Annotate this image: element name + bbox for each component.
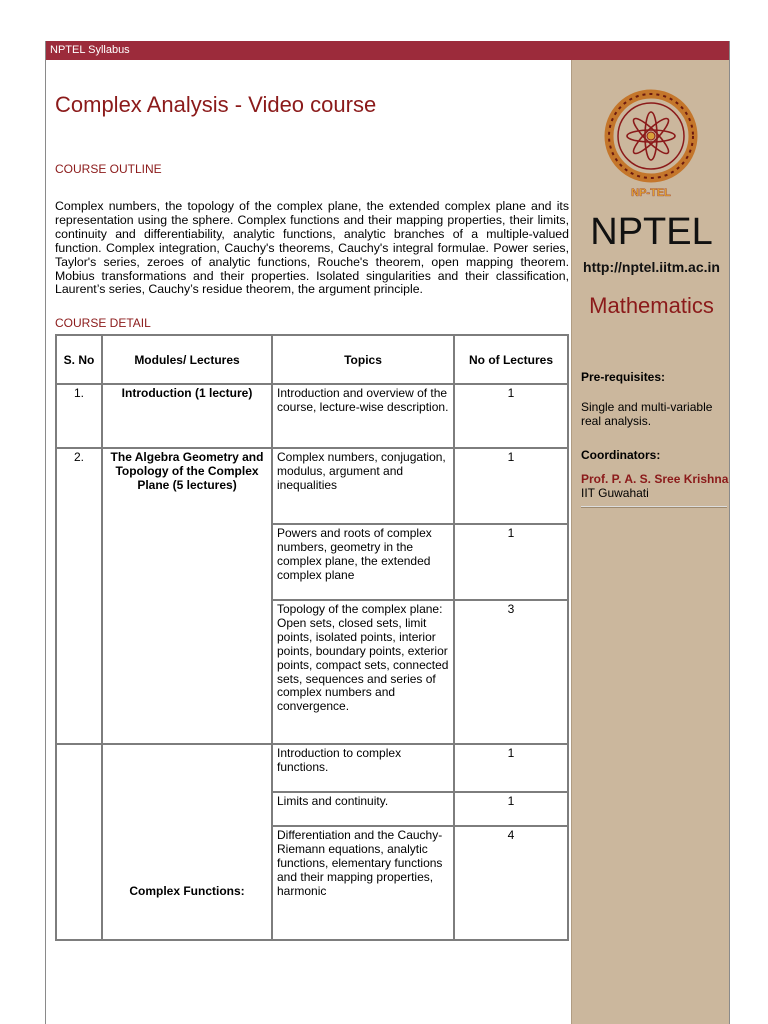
row-count: 1 — [454, 524, 568, 600]
nptel-logo-icon — [596, 86, 706, 200]
row-count: 1 — [454, 448, 568, 524]
nptel-url-link[interactable]: http://nptel.iitm.ac.in — [583, 259, 720, 275]
prereq-text: Single and multi-variable real analysis. — [581, 400, 713, 428]
row-count: 3 — [454, 600, 568, 744]
coordinators-heading: Coordinators: — [581, 448, 661, 462]
divider — [581, 506, 727, 508]
brand-name: NPTEL — [590, 211, 713, 253]
row-module: Introduction (1 lecture) — [102, 384, 272, 448]
header-sno: S. No — [56, 335, 102, 384]
coordinator-name-link[interactable]: Prof. P. A. S. Sree Krishna — [581, 472, 729, 486]
page-title: Complex Analysis - Video course — [55, 92, 377, 117]
table-header-row — [56, 335, 568, 384]
row-count: 4 — [454, 826, 568, 940]
sidebar — [571, 60, 730, 1024]
row-sno: 2. — [56, 448, 102, 744]
row-count: 1 — [454, 384, 568, 448]
table-row — [56, 744, 568, 792]
coordinator-institute: IIT Guwahati — [581, 486, 649, 500]
course-outline-text: Complex numbers, the topology of the complex plane, the extended complex plane and its representation using the sphere. Complex functions and their mapping properties, their limits, continuity and differentiability, analytic functions, analytic branches of a multiple-valued function. Complex integration, Cauchy's theorems, Cauchy's integral formulae. Power series, Taylor's series, zeroes of analytic functions, Rouche's theorem, open mapping theorem. Mobius transformations and their properties. Isolated singularities and their classification, Laurent’s series, Cauchy’s residue theorem, the argument principle. — [55, 199, 569, 297]
row-count: 1 — [454, 792, 568, 826]
row-topic: Differentiation and the Cauchy-Riemann equations, analytic functions, elementary functions and their mapping properties, harmonic — [272, 826, 454, 940]
row-topic: Complex numbers, conjugation, modulus, argument and inequalities — [272, 448, 454, 524]
table-row — [56, 448, 568, 524]
subject-name: Mathematics — [589, 293, 714, 318]
logo-text: NP-TEL — [631, 187, 671, 199]
page-frame — [45, 41, 730, 1024]
table-row — [56, 384, 568, 448]
course-info — [581, 370, 729, 508]
row-topic: Powers and roots of complex numbers, geometry in the complex plane, the extended complex plane — [272, 524, 454, 600]
prereq-heading: Pre-requisites: — [581, 370, 666, 384]
row-topic: Topology of the complex plane: Open sets, closed sets, limit points, isolated points, interior points, boundary points, exterior points, compact sets, connected sets, sequences and series of complex numbers and convergence. — [272, 600, 454, 744]
row-topic: Limits and continuity. — [272, 792, 454, 826]
row-topic: Introduction and overview of the course, lecture-wise description. — [272, 384, 454, 448]
row-sno — [56, 744, 102, 940]
course-detail-table — [55, 334, 569, 941]
top-bar — [46, 41, 729, 60]
row-sno: 1. — [56, 384, 102, 448]
header-lectures: No of Lectures — [454, 335, 568, 384]
main-content — [46, 60, 571, 1024]
course-outline-heading: COURSE OUTLINE — [55, 162, 162, 176]
row-topic: Introduction to complex functions. — [272, 744, 454, 792]
row-count: 1 — [454, 744, 568, 792]
row-module: The Algebra Geometry and Topology of the Complex Plane (5 lectures) — [102, 448, 272, 744]
course-detail-heading: COURSE DETAIL — [55, 316, 151, 330]
header-topics: Topics — [272, 335, 454, 384]
row-module: Complex Functions: — [102, 744, 272, 940]
top-bar-label: NPTEL Syllabus — [50, 44, 130, 56]
header-modules: Modules/ Lectures — [102, 335, 272, 384]
